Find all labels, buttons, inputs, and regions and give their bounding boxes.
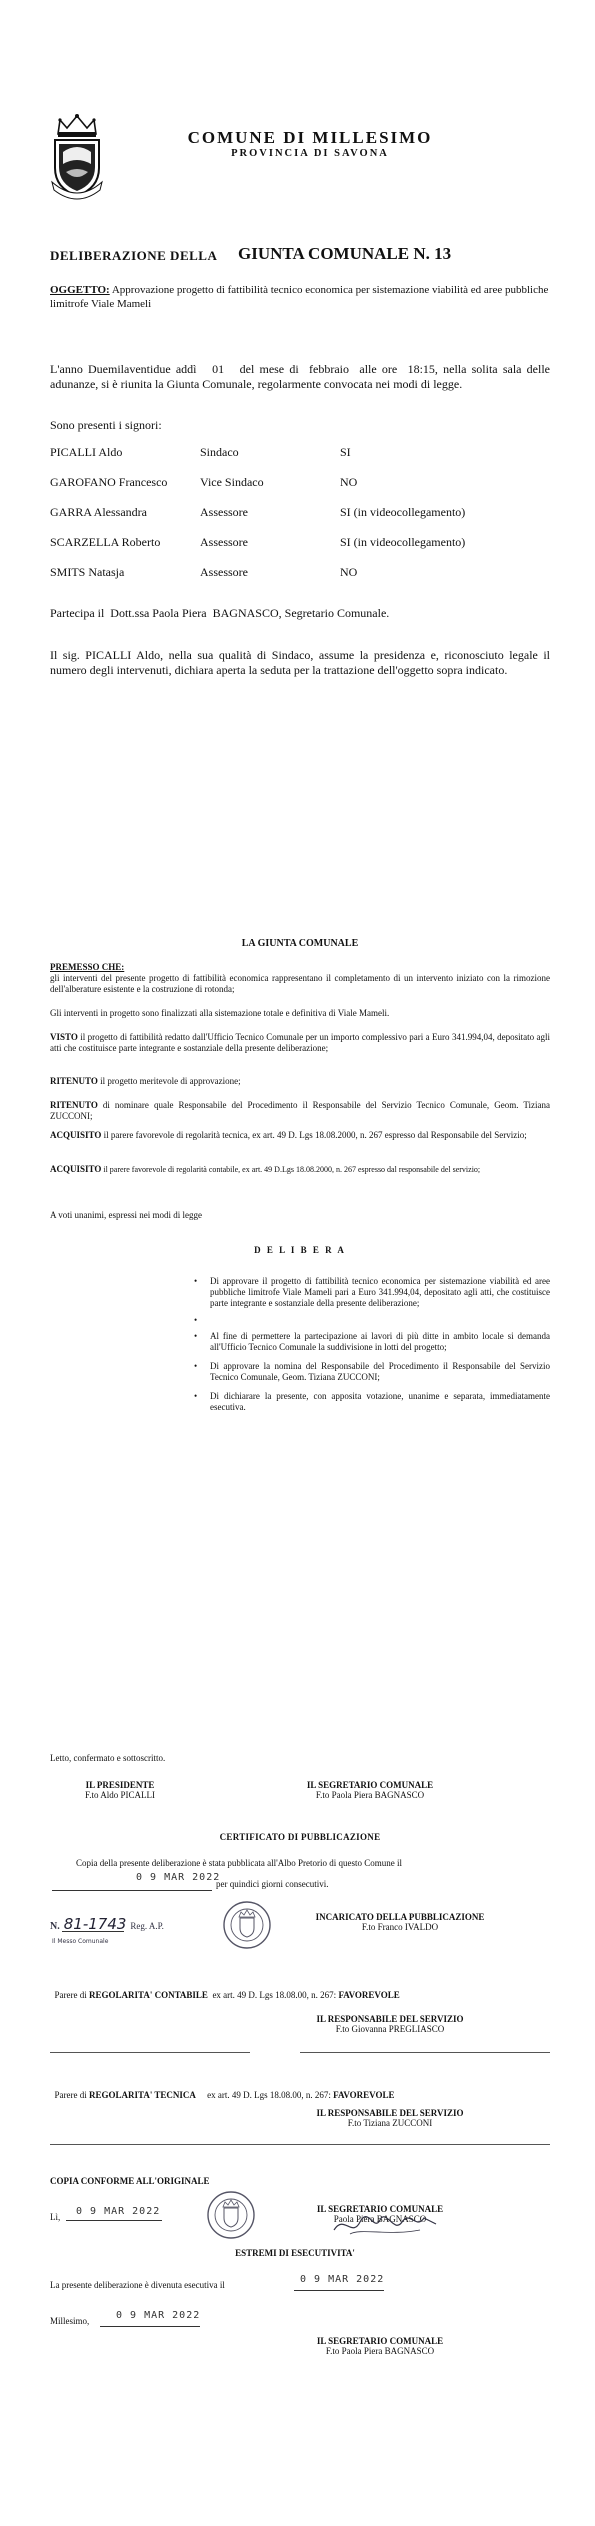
member-role: Sindaco <box>200 445 239 459</box>
premesso-block <box>50 962 550 995</box>
esecutivita-date-line <box>294 2290 384 2291</box>
parere-tecnico-type: REGOLARITA' TECNICA <box>88 2090 196 2100</box>
divider <box>50 2144 550 2145</box>
segretario-line: Partecipa il Dott.ssa Paola Piera BAGNASCO, Segretario Comunale. <box>50 606 390 620</box>
ritenuto1-text: il progetto meritevole di approvazione; <box>97 1076 241 1086</box>
presidenza-paragraph: Il sig. PICALLI Aldo, nella sua qualità di Sindaco, assume la presidenza e, riconosciuto legale il numero degli intervenuti, dichiara aperta la seduta per la trattazione dell'oggetto sopra indicato. <box>50 648 550 677</box>
member-present: NO <box>340 475 358 489</box>
segretario-title: IL SEGRETARIO COMUNALE <box>306 1780 434 1790</box>
segretario-name: F.to Paola Piera BAGNASCO <box>315 1790 425 1800</box>
member-row <box>50 535 550 565</box>
member-name: GAROFANO Francesco <box>50 475 168 489</box>
reg-underline <box>62 1931 124 1932</box>
delibera-item: • Di dichiarare la presente, con apposita votazione, unanime e separata, immediatamente esecutiva. <box>200 1391 550 1413</box>
member-row <box>50 505 550 535</box>
resp-tecnico-title: IL RESPONSABILE DEL SERVIZIO <box>316 2108 464 2118</box>
esecutivita-date2-line <box>100 2326 200 2327</box>
ritenuto1-label: RITENUTO <box>50 1076 98 1086</box>
messo-label: Il Messo Comunale <box>52 1938 109 1945</box>
delibera-list <box>186 1276 550 1419</box>
ritenuto2-paragraph <box>50 1100 550 1122</box>
reg-number: 81-1743 <box>63 1915 127 1933</box>
presidente-title: IL PRESIDENTE <box>85 1780 155 1790</box>
provincia-name: PROVINCIA DI SAVONA <box>231 148 389 159</box>
premesso-label: PREMESSO CHE: <box>50 962 125 972</box>
esecutivita-segretario-title: IL SEGRETARIO COMUNALE <box>316 2336 444 2346</box>
reg-label: N. <box>50 1921 60 1932</box>
parere-tecnico-esito: FAVOREVOLE <box>333 2090 395 2100</box>
member-role: Assessore <box>200 505 248 519</box>
member-name: SMITS Natasja <box>50 565 125 579</box>
oggetto-label: OGGETTO: <box>50 284 110 296</box>
incaricato-block <box>290 1912 510 1932</box>
parere-contabile-type: REGOLARITA' CONTABILE <box>88 1990 208 2000</box>
visto-paragraph <box>50 1032 550 1054</box>
member-row <box>50 445 550 475</box>
esecutivita-segretario-block <box>280 2336 480 2356</box>
resp-tecnico-block <box>280 2108 500 2128</box>
incaricato-name: F.to Franco IVALDO <box>361 1922 439 1932</box>
member-name: PICALLI Aldo <box>50 445 123 459</box>
ritenuto2-text: di nominare quale Responsabile del Procedimento il Responsabile del Servizio Tecnico Comunale, Geom. Tiziana ZUCCONI; <box>50 1100 550 1121</box>
acquisito1-text: il parere favorevole di regolarità tecnica, ex art. 49 D. Lgs 18.08.2000, n. 267 espresso dal Responsabile del Servizio; <box>101 1130 527 1140</box>
certificato-period: per quindici giorni consecutivi. <box>216 1879 329 1889</box>
delibera-item: • Al fine di permettere la partecipazione ai lavori di più ditte in ambito locale si demanda all'Ufficio Tecnico Comunale la suddivisione in lotti del progetto; <box>200 1331 550 1353</box>
presidente-name: F.to Aldo PICALLI <box>84 1790 156 1800</box>
member-name: GARRA Alessandra <box>50 505 147 519</box>
esecutivita-text: La presente deliberazione è divenuta esecutiva il <box>50 2280 225 2290</box>
esecutivita-segretario-name: F.to Paola Piera BAGNASCO <box>325 2346 435 2356</box>
member-row <box>50 565 550 595</box>
reg-number-block <box>50 1915 200 1934</box>
copia-title: COPIA CONFORME ALL'ORIGINALE <box>50 2176 210 2186</box>
parere-tecnico-prefix: Parere di <box>54 2090 89 2100</box>
acquisito1-label: ACQUISITO <box>50 1130 102 1140</box>
coat-of-arms <box>50 112 104 200</box>
ritenuto1-paragraph <box>50 1076 550 1086</box>
delibera-item <box>200 1315 550 1325</box>
divider <box>300 2052 550 2053</box>
premesso-text: gli interventi del presente progetto di fattibilità economica rappresentano il completamento di un intervento iniziato con la rimozione dell'alberature esistente e la costruzione di rotonda; <box>50 973 550 994</box>
member-name: SCARZELLA Roberto <box>50 535 161 549</box>
member-present: SI (in videocollegamento) <box>340 505 466 519</box>
interventi-paragraph: Gli interventi in progetto sono finalizzati alla sistemazione totale e definitiva di Viale Mameli. <box>50 1008 390 1018</box>
parere-contabile-esito: FAVOREVOLE <box>338 1990 400 2000</box>
acquisito2-label: ACQUISITO <box>50 1164 102 1174</box>
certificato-date: 0 9 MAR 2022 <box>136 1872 221 1883</box>
resp-contabile-block <box>280 2014 500 2034</box>
copia-date: 0 9 MAR 2022 <box>76 2206 161 2217</box>
members-table <box>50 445 550 595</box>
member-row <box>50 475 550 505</box>
presidente-block <box>60 1780 180 1800</box>
member-present: SI <box>340 445 351 459</box>
copia-segretario-title: IL SEGRETARIO COMUNALE <box>316 2204 444 2214</box>
member-present: SI (in videocollegamento) <box>340 535 466 549</box>
voti-line: A voti unanimi, espressi nei modi di legge <box>50 1210 202 1220</box>
delib-title: GIUNTA COMUNALE N. 13 <box>238 244 452 263</box>
official-seal-icon <box>222 1900 272 1950</box>
member-role: Assessore <box>200 535 248 549</box>
visto-text: il progetto di fattibilità redatto dall'Ufficio Tecnico Comunale per un importo complessivo pari a Euro 341.994,04, depositato agli atti che costituisce parte integrante e sostanziale della presente deliberazione; <box>50 1032 550 1053</box>
visto-label: VISTO <box>50 1032 78 1042</box>
member-role: Assessore <box>200 565 248 579</box>
member-present: NO <box>340 565 358 579</box>
divider <box>50 2052 250 2053</box>
copia-segretario-name: Paola Piera BAGNASCO <box>333 2214 427 2224</box>
esecutivita-date2: 0 9 MAR 2022 <box>116 2310 201 2321</box>
resp-tecnico-name: F.to Tiziana ZUCCONI <box>347 2118 433 2128</box>
oggetto-text: Approvazione progetto di fattibilità tecnico economica per sistemazione viabilità ed aree pubbliche limitrofe Viale Mameli <box>50 284 549 310</box>
delibera-item: • Di approvare il progetto di fattibilità tecnico economica per sistemazione viabilità ed aree pubbliche limitrofe Viale Mameli pari a Euro 341.994,04, depositato agli atti, che costituisce parte integrante e sostanziale della presente deliberazione; <box>200 1276 550 1309</box>
delibera-title: D E L I B E R A <box>254 1245 346 1255</box>
parere-contabile-prefix: Parere di <box>54 1990 89 2000</box>
letto-line: Letto, confermato e sottoscritto. <box>50 1753 166 1763</box>
ritenuto2-label: RITENUTO <box>50 1100 98 1110</box>
comune-name: COMUNE DI MILLESIMO <box>187 128 433 147</box>
official-seal-icon <box>206 2190 256 2240</box>
acquisito2-text: il parere favorevole di regolarità contabile, ex art. 49 D.Lgs 18.08.2000, n. 267 espresso dal responsabile del servizio; <box>101 1165 481 1174</box>
giunta-title: LA GIUNTA COMUNALE <box>241 938 359 949</box>
member-role: Vice Sindaco <box>200 475 264 489</box>
copia-li: Lì, <box>50 2212 61 2222</box>
segretario-block <box>280 1780 460 1800</box>
parere-tecnico-line <box>50 2080 550 2100</box>
acquisito2-paragraph <box>50 1164 550 1175</box>
esecutivita-title: ESTREMI DI ESECUTIVITA' <box>235 2248 355 2258</box>
esecutivita-date: 0 9 MAR 2022 <box>300 2274 385 2285</box>
parere-tecnico-ref: ex art. 49 D. Lgs 18.08.00, n. 267: <box>195 2090 334 2100</box>
certificato-text: Copia della presente deliberazione è stata pubblicata all'Albo Pretorio di questo Comune il <box>76 1858 403 1868</box>
incaricato-title: INCARICATO DELLA PUBBLICAZIONE <box>315 1912 485 1922</box>
resp-contabile-name: F.to Giovanna PREGLIASCO <box>335 2024 445 2034</box>
delibera-item: • Di approvare la nomina del Responsabile del Procedimento il Responsabile del Servizio Tecnico Comunale, Geom. Tiziana ZUCCONI; <box>200 1361 550 1383</box>
presenti-label: Sono presenti i signori: <box>50 418 162 432</box>
esecutivita-place: Millesimo, <box>50 2316 90 2326</box>
certificato-title: CERTIFICATO DI PUBBLICAZIONE <box>219 1832 381 1842</box>
resp-contabile-title: IL RESPONSABILE DEL SERVIZIO <box>316 2014 464 2024</box>
intro-paragraph: L'anno Duemilaventidue addì 01 del mese di febbraio alle ore 18:15, nella solita sala delle adunanze, si è riunita la Giunta Comunale, regolarmente convocata nei modi di legge. <box>50 362 553 391</box>
reg-suffix: Reg. A.P. <box>130 1921 164 1931</box>
parere-contabile-line <box>50 1980 550 2000</box>
copia-date-line <box>66 2220 162 2221</box>
oggetto-block <box>50 283 550 311</box>
signature-icon <box>330 2210 440 2240</box>
delib-label: DELIBERAZIONE DELLA <box>50 248 218 263</box>
acquisito1-paragraph <box>50 1130 550 1141</box>
parere-contabile-ref: ex art. 49 D. Lgs 18.08.00, n. 267: <box>207 1990 339 2000</box>
